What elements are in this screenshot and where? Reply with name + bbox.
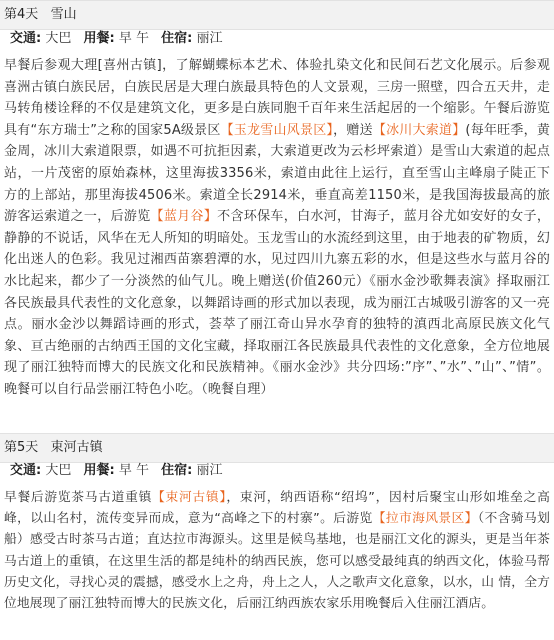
text-segment: (每年旺季，黄金周，冰川大索道限票，如遇不可抗拒因素，大索道更改为云杉坪索道）是雪山大索道的起点站，一片茂密的原始森林，这里海拔3356米，索道由此往上运行，直至雪山主峰扇子陡正下方的上部站，那里海拔4506米。索道全长2914米，垂直高差1150米，是我国海拔最高的旅游客运索道之一，后游览 xyxy=(4,122,550,225)
highlight-attraction: 【冰川大索道】 xyxy=(372,122,466,138)
text-segment: 不含环保车，白水河，甘海子，蓝月谷尤如安好的女子，静静的不说话，风华在无人所知的明暗处。玉龙雪山的水流经到这里，由于地表的矿物质，幻化出迷人的色彩。我见过湘西苗寨碧潭的水，见过四川九寨五彩的水，但是这些水与蓝月谷的水比起来，都少了一分淡然的仙气儿。晚上赠送(价值260元）《丽水金沙歌舞表演》择取丽江各民族最具代表性的文化意象，以舞蹈诗画的形式加以表现，成为丽江古城吸引游客的又一亮点。丽水金沙以舞蹈诗画的形式，荟萃了丽江奇山异水孕育的独特的滇西北高原民族文化气象、亘古绝丽的古纳西王国的文化宝藏，择取丽江各民族最具代表性的文化意象，全方位地展现了丽江独特而博大的民族文化和民族精神。《丽水金沙》共分四场:”序”、”水”、”山”、”情”。晚餐可以自行品尝丽江特色小吃。（晚餐自理） xyxy=(4,209,550,397)
text-segment: 早餐后游览茶马古道重镇 xyxy=(4,490,153,505)
meals-label: 用餐: xyxy=(83,463,115,478)
day-header xyxy=(0,0,554,30)
stay-label: 住宿: xyxy=(161,31,193,46)
meals-value: 早 午 xyxy=(118,31,149,46)
day-title: 第4天 雪山 xyxy=(4,7,77,22)
day-meta xyxy=(10,462,230,480)
transport-label: 交通: xyxy=(10,463,42,478)
day-description xyxy=(4,55,550,401)
day-meta xyxy=(10,30,230,48)
text-segment: （不含骑马划船）感受古时茶马古道；直达拉市海源头。这里是候鸟基地，也是丽江文化的源头，更是当年茶马古道上的重镇，在这里生活的都是纯朴的纳西民族，您可以感受最纯真的纳西文化，体验马帮历史文化，寻找心灵的震撼，感受水上之舟，舟上之人，人之歌声文化意象，以水，山 情，全方位地展现了丽江独特而博大的民族文化，后丽江纳西族农家乐用晚餐后入住丽江酒店。 xyxy=(4,511,551,611)
text-segment: ，束河，纳西语称“绍坞”，因村后聚宝山形如堆垒之高峰，以山名村，流传变异而成，意为“高峰之下的村寨”。后游览 xyxy=(4,490,550,527)
stay-value: 丽江 xyxy=(196,31,223,46)
highlight-attraction: 【玉龙雪山风景区】 xyxy=(220,122,334,138)
day-title: 第5天 束河古镇 xyxy=(4,440,103,455)
transport-value: 大巴 xyxy=(45,31,72,46)
stay-label: 住宿: xyxy=(161,463,193,478)
highlight-attraction: 【拉市海风景区】 xyxy=(372,511,478,527)
highlight-attraction: 【蓝月谷】 xyxy=(150,209,218,225)
text-segment: 早餐后参观大理[喜州古镇]，了解蝴蝶标本艺术、体验扎染文化和民间石艺文化展示。后参观喜洲古镇白族民居，白族民居是大理白族最具特色的人文景观，三房一照壁，四合五天井，走马转角楼诠释的不仅是建筑文化，更多是白族同胞千百年来生活起居的一个缩影。午餐后游览具有“东方瑞士”之称的国家5A级景区 xyxy=(4,58,550,138)
meals-label: 用餐: xyxy=(83,31,115,46)
day-header xyxy=(0,433,554,463)
stay-value: 丽江 xyxy=(196,463,223,478)
text-segment: ，赠送 xyxy=(333,122,373,138)
highlight-attraction: 【束河古镇】 xyxy=(152,490,227,505)
meals-value: 早 午 xyxy=(118,463,149,478)
transport-label: 交通: xyxy=(10,31,42,46)
transport-value: 大巴 xyxy=(45,463,72,478)
day-description xyxy=(4,487,550,614)
